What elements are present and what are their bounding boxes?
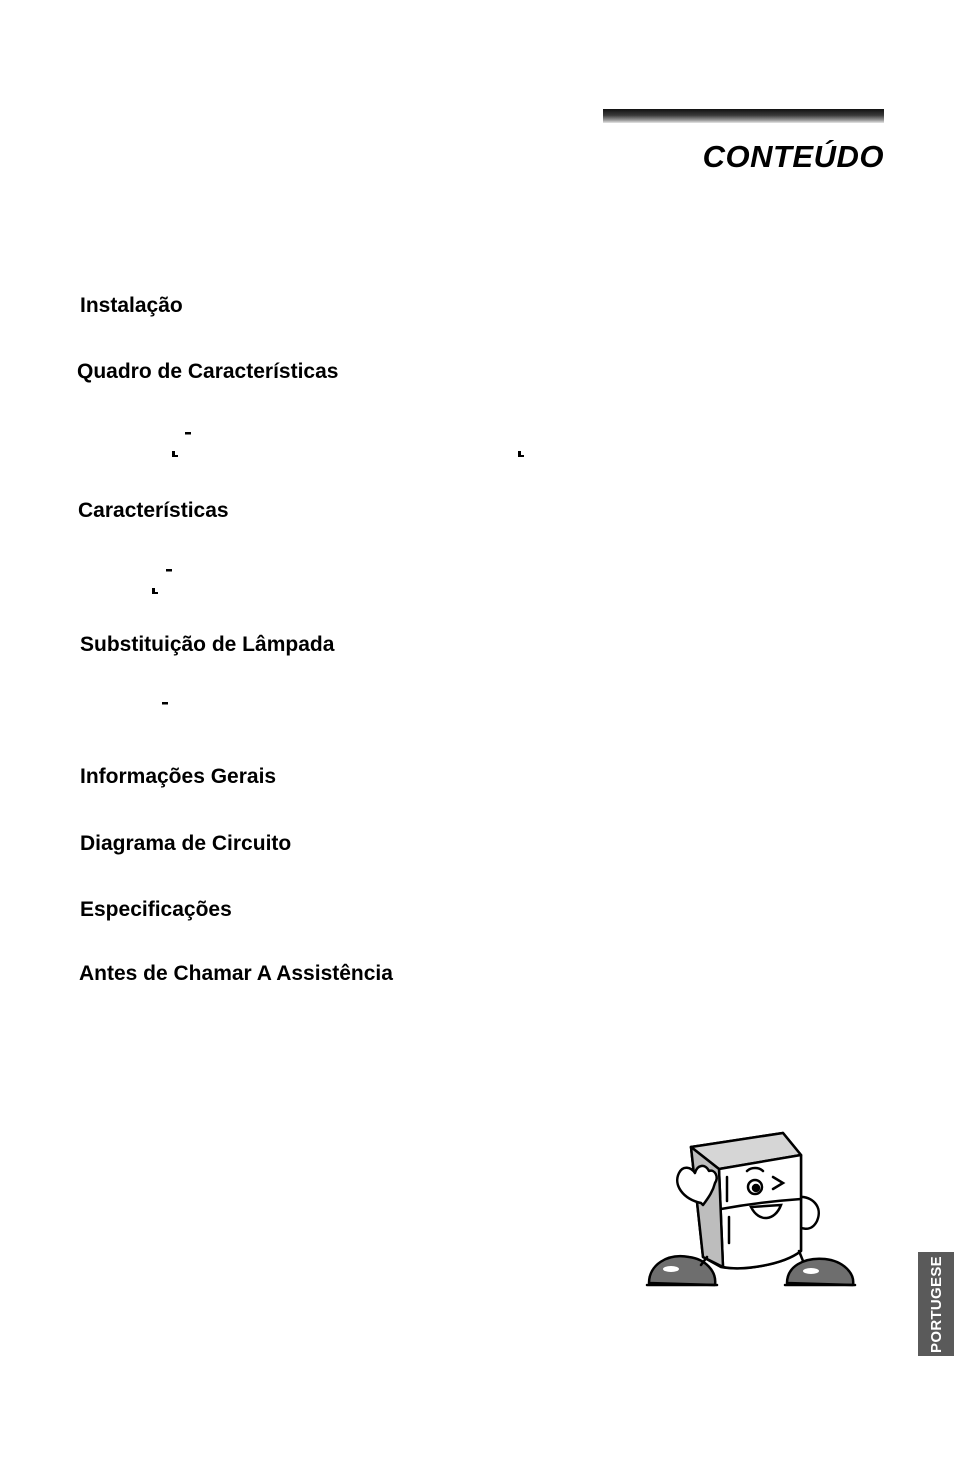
language-tab-label: PORTUGESE (927, 1255, 945, 1353)
stray-mark (518, 455, 524, 457)
toc-entry-lamp-replacement: Substituição de Lâmpada (80, 633, 335, 656)
toc-entry-features-chart: Quadro de Características (77, 360, 339, 383)
toc-entry-installation: Instalação (80, 294, 183, 317)
stray-mark (152, 588, 155, 592)
refrigerator-mascot-icon (643, 1125, 863, 1295)
page-title: CONTEÚDO (702, 139, 884, 174)
stray-mark (518, 451, 521, 455)
stray-mark (185, 432, 191, 435)
toc-entry-before-calling-service: Antes de Chamar A Assistência (79, 962, 393, 985)
stray-mark (172, 451, 175, 455)
stray-mark (162, 702, 168, 705)
stray-mark (172, 455, 178, 457)
stray-mark (166, 569, 172, 572)
toc-entry-general-information: Informações Gerais (80, 765, 277, 788)
stray-mark (152, 592, 158, 594)
language-tab (918, 1252, 954, 1356)
toc-entry-circuit-diagram: Diagrama de Circuito (80, 832, 292, 855)
toc-entry-features: Características (78, 499, 229, 522)
toc-entry-specifications: Especificações (80, 898, 232, 921)
